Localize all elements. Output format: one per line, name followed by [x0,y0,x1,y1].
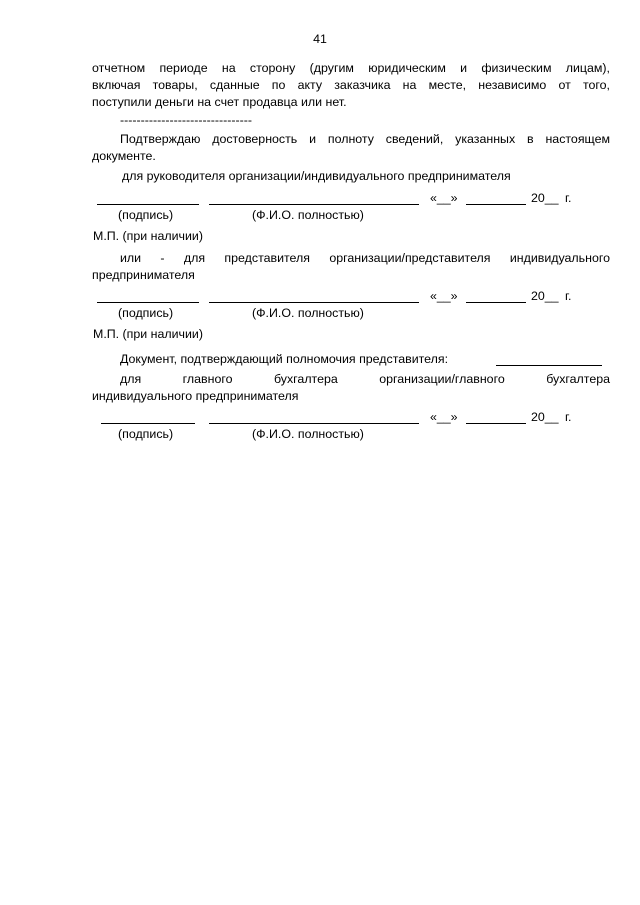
caption-fio: (Ф.И.О. полностью) [252,306,364,320]
date-month-line [466,423,526,424]
date-suffix: г. [565,289,572,303]
caption-fio: (Ф.И.О. полностью) [252,427,364,441]
fio-line [209,302,419,303]
date-day: «__» [430,410,458,424]
date-year: 20__ [531,410,559,424]
date-month-line [466,302,526,303]
accountant-line-1: для главного бухгалтера организации/главного бухгалтера [120,372,610,386]
signature-line [97,302,199,303]
intro-line-1: отчетном периоде на сторону (другим юридическим и физическим лицам), [92,61,610,75]
rep-line-1: или - для представителя организации/представителя индивидуального [120,251,610,265]
caption-sign: (подпись) [118,427,174,441]
rep-line-2: предпринимателя [92,268,195,282]
caption-sign: (подпись) [118,208,174,222]
date-year: 20__ [531,289,559,303]
date-suffix: г. [565,410,572,424]
accountant-line-2: индивидуального предпринимателя [92,389,299,403]
signature-line [101,423,195,424]
date-year: 20__ [531,191,559,205]
date-month-line [466,204,526,205]
page-number: 41 [313,32,327,46]
intro-line-2: включая товары, сданные по акту заказчика на месте, независимо от того, [92,78,610,92]
stamp-note: М.П. (при наличии) [93,327,203,341]
fio-line [209,204,419,205]
stamp-note: М.П. (при наличии) [93,229,203,243]
date-day: «__» [430,289,458,303]
head-label: для руководителя организации/индивидуального предпринимателя [122,169,511,183]
caption-fio: (Ф.И.О. полностью) [252,208,364,222]
representative-paragraph [92,250,610,284]
date-day: «__» [430,191,458,205]
signature-line [97,204,199,205]
intro-paragraph [92,60,610,111]
caption-sign: (подпись) [118,306,174,320]
confirmation-paragraph [92,131,610,165]
confirm-line-2: документе. [92,149,156,163]
authority-label: Документ, подтверждающий полномочия представителя: [120,352,449,366]
accountant-paragraph [92,371,610,405]
fio-line [209,423,419,424]
authority-line [496,365,602,366]
separator: -------------------------------- [120,113,253,127]
intro-line-3: поступили деньги на счет продавца или нет. [92,95,347,109]
confirm-line-1: Подтверждаю достоверность и полноту сведений, указанных в настоящем [120,132,610,146]
date-suffix: г. [565,191,572,205]
